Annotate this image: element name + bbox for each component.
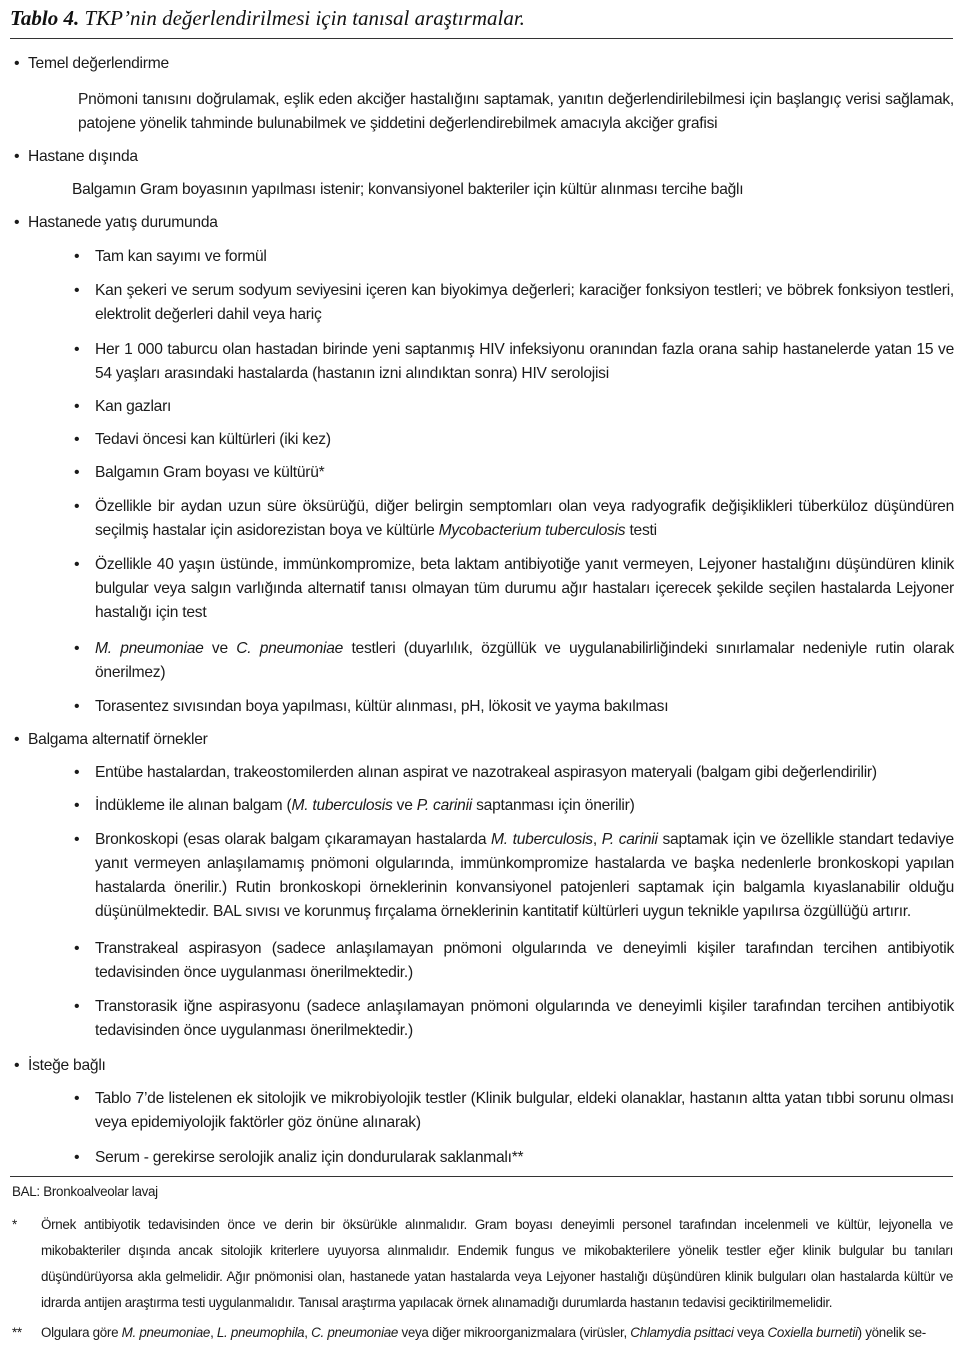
list-item: • Bronkoskopi (esas olarak balgam çıkaramayan hastalarda M. tuberculosis, P. carinii saptamak için ve özellikle standart tedaviye yanıt vermeyen anlaşılamamış pnömoni olgularında, immünkompromize hastalarda ve başka nedenlerle bronkoskopi yapılan hastalarda önerilir.) Rutin bronkoskopi örneklerinin konvansiyonel patojenleri saptamak için balgamla kıyaslanabilir olduğu düşünülmektedir. BAL sıvısı ve korunmuş fırçalama örneklerinin kantitatif kültürleri uygun teknikle yapılırsa özgüllüğü artırır. bbox=[74, 831, 954, 920]
bottom-rule bbox=[10, 1176, 953, 1177]
section-paragraph: Balgamın Gram boyasının yapılması istenir; konvansiyonel bakteriler için kültür alınması tercihe bağlı bbox=[72, 181, 744, 198]
list-item: • Her 1 000 taburcu olan hastadan birinde yeni saptanmış HIV infeksiyonu oranından fazla orana sahip hastanelerde yatan 15 ve 54 yaşları arasındaki hastalarda (hastanın izni alındıktan sonra) HIV serolojisi bbox=[74, 341, 954, 382]
table-caption bbox=[10, 6, 955, 31]
section-heading: • Balgama alternatif örnekler bbox=[14, 731, 208, 748]
footnote-text: Olgulara göre M. pneumoniae, L. pneumophila, C. pneumoniae veya diğer mikroorganizmalara (virüsler, Chlamydia psittaci veya Coxiella burnetii) yönelik se- bbox=[41, 1325, 926, 1340]
list-item: • Serum - gerekirse serolojik analiz için dondurularak saklanmalı** bbox=[74, 1149, 524, 1166]
list-item: • İndükleme ile alınan balgam (M. tuberculosis ve P. carinii saptanması için önerilir) bbox=[74, 797, 635, 814]
list-item: • Özellikle 40 yaşın üstünde, immünkompromize, beta laktam antibiyotiğe yanıt vermeyen, Lejyoner hastalığını düşündüren klinik bulgular veya salgın varlığında alternatif tanısı olmayan tüm durumu ağır hastaları içerecek şekilde seçilen hastalarda Lejyoner hastalığı için test bbox=[74, 556, 954, 621]
section-heading: • Hastane dışında bbox=[14, 148, 138, 165]
list-item: • Entübe hastalardan, trakeostomilerden alınan aspirat ve nazotrakeal aspirasyon materyali (balgam gibi değerlendirilir) bbox=[74, 764, 877, 781]
section-heading: • Temel değerlendirme bbox=[14, 55, 169, 72]
table-title: TKP’nin değerlendirilmesi için tanısal araştırmalar. bbox=[84, 6, 525, 30]
list-item: • Tablo 7’de listelenen ek sitolojik ve mikrobiyolojik testler (Klinik bulgular, eldeki olanaklar, hastanın altta yatan tıbbi sorunu olması veya epidemiyolojik faktörler göz önüne alınarak) bbox=[74, 1090, 954, 1131]
section-paragraph: Pnömoni tanısını doğrulamak, eşlik eden akciğer hastalığını saptamak, yanıtın değerlendirilebilmesi için başlangıç verisi sağlamak, patojene yönelik tahminde bulunabilmek ve şiddetini değerlendirebilmek amacıyla akciğer grafisi bbox=[78, 91, 954, 132]
footnote-mark: * bbox=[12, 1217, 17, 1232]
list-item: • Kan şekeri ve serum sodyum seviyesini içeren kan biyokimya değerleri; karaciğer fonksiyon testleri; ve böbrek fonksiyon testleri, elektrolit değerleri dahil veya hariç bbox=[74, 282, 954, 323]
list-item: • Tedavi öncesi kan kültürleri (iki kez) bbox=[74, 431, 331, 448]
list-item: • Balgamın Gram boyası ve kültürü* bbox=[74, 464, 325, 481]
list-item: • Kan gazları bbox=[74, 398, 172, 415]
list-item: • Transtorasik iğne aspirasyonu (sadece anlaşılamayan pnömoni olgularında ve deneyimli kişiler tarafından tercihen antibiyotik tedavisinden önce uygulanması önerilmektedir.) bbox=[74, 998, 954, 1039]
list-item: • M. pneumoniae ve C. pneumoniae testleri (duyarlılık, özgüllük ve uygulanabilirliğindeki sınırlamalar nedeniyle rutin olarak önerilmez) bbox=[74, 640, 954, 681]
table-number: Tablo 4. bbox=[10, 6, 80, 30]
list-item: • Torasentez sıvısından boya yapılması, kültür alınması, pH, lökosit ve yayma bakılması bbox=[74, 698, 669, 715]
list-item: • Özellikle bir aydan uzun süre öksürüğü, diğer belirgin semptomları olan veya radyografik değişiklikleri tüberküloz düşündüren seçilmiş hastalar için asidorezistan boya ve kültürle Mycobacterium tuberculosis testi bbox=[74, 498, 954, 539]
abbreviation-note: BAL: Bronkoalveolar lavaj bbox=[12, 1184, 158, 1199]
list-item: • Tam kan sayımı ve formül bbox=[74, 248, 267, 265]
footnote-mark: ** bbox=[12, 1325, 22, 1340]
section-heading: • İsteğe bağlı bbox=[14, 1057, 106, 1074]
top-rule bbox=[10, 38, 953, 39]
list-item: • Transtrakeal aspirasyon (sadece anlaşılamayan pnömoni olgularında ve deneyimli kişiler tarafından tercihen antibiyotik tedavisinden önce uygulanması önerilmektedir.) bbox=[74, 940, 954, 981]
footnote-text: Örnek antibiyotik tedavisinden önce ve derin bir öksürükle alınmalıdır. Gram boyası deneyimli personel tarafından incelenmeli ve kültür, lejyonella ve mikobakteriler dışında ancak sitolojik kriterlere uyuyorsa alınmalıdır. Endemik fungus ve mikobakterilere yönelik testler eğer klinik bulgular bu tanıları düşündürüyorsa akla gelmelidir. Ağır pnömonisi olan, hastanede yatan hastalarda veya Lejyoner hastalığı düşündüren klinik bulguları olan hastalarda kültür ve idrarda antijen araştırma testi uygulanmalıdır. Tanısal araştırma yapılacak örnek alınamadığı durumlarda hastanın tedavisi geciktirilmemelidir. bbox=[41, 1217, 953, 1310]
section-heading: • Hastanede yatış durumunda bbox=[14, 214, 218, 231]
